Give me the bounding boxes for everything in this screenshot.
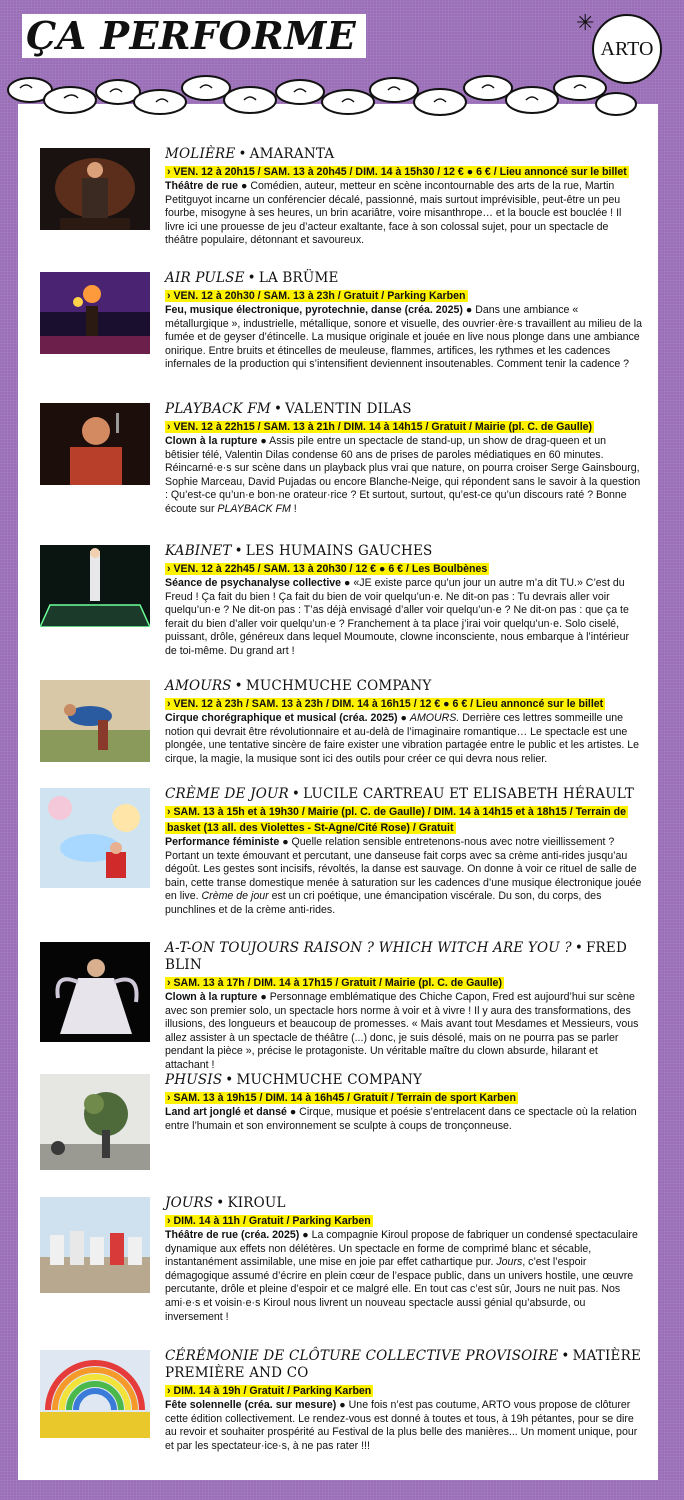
event-description: Théâtre de rue (créa. 2025) ● La compagnie Kiroul propose de fabriquer un condensé spectaculaire dynamique aux effets non délétères. Un spectacle en forme de comprimé blanc et sécable, instantanément assimilable, une mise en joie par effet cathartique pur. Jours, c’est l’espoir démagogique assumé d’écrire en plein cœur de l’espace public, dans un univers hostile, une œuvre percutante, drôle et pleine d’espoir et ce malgré elle. En tout cas c’est sûr, Jours ne nuit pas. Nos ami·e·s et voisin·e·s Kiroul nous livrent un nouveau spectacle aussi génial qu’absurde, ou inversement !	[165, 1229, 638, 1323]
event-title: A-T-ON TOUJOURS RAISON ? WHICH WITCH ARE YOU ? • FRED BLIN	[165, 940, 627, 973]
event-title: CÉRÉMONIE DE CLÔTURE COLLECTIVE PROVISOIRE • MATIÈRE PREMIÈRE AND CO	[165, 1348, 642, 1381]
event-dates: › VEN. 12 à 20h30 / SAM. 13 à 23h / Gratuit / Parking Karben	[167, 290, 466, 302]
event-description: Clown à la rupture ● Assis pile entre un spectacle de stand-up, un show de drag-queen et un bêtisier télé, Valentin Dilas condense 60 ans de prises de paroles médiatiques en 60 minutes. Réincarné·e·s sur scène dans un playback plus vrai que nature, on pourra croiser Serge Gainsbourg, Sophie Marceau, David Pujadas ou encore Blanche-Neige, qui répondent sans le savoir à la question : Qu’est-ce qu’un·e bon·ne orateur·rice ? Et surtout, surtout, qu’est-ce qu’un discours raté ? Bonne écoute sur PLAYBACK FM !	[165, 435, 641, 515]
event-description: Séance de psychanalyse collective ● «JE existe parce qu’un jour un autre m’a dit TU.» C’est du Freud ! Ça fait du bien ! Ça fait du bien de voir quelqu’un·e. Ne dit-on pas : Tu devrais aller voir quelqu’un·e ? Ne dit-on pas : T’as déjà envisagé d’aller voir quelqu’un·e ? Ne dit-on pas : que ça te ferait du bien d’aller voir quelqu’un·e ? Franchement à ta place j’irai voir quelqu’un·e. Solo ciselé, puissant, drôle, généreux dans lequel Moumoute, clowne inconsciente, nous embarque à l’intérieur de toi-même. Du grand art !	[165, 577, 630, 657]
event-dates: › SAM. 13 à 17h / DIM. 14 à 17h15 / Gratuit / Mairie (pl. C. de Gaulle)	[167, 977, 502, 989]
event-photo	[40, 942, 150, 1042]
event-dates: › VEN. 12 à 22h15 / SAM. 13 à 21h / DIM. 14 à 14h15 / Gratuit / Mairie (pl. C. de Gaulle)	[167, 421, 593, 433]
arto-logo	[592, 14, 662, 84]
event-photo	[40, 788, 150, 888]
event-description: Performance féministe ● Quelle relation sensible entretenons-nous avec notre vieillissement ? Portant un texte émouvant et percutant, une danseuse fait corps avec sa crème anti-rides jusqu’au dégoût. Les gestes sont incisifs, révoltés, la danse est sauvage. On donne à voir ce rituel de salle de bain, cette transe domestique menée à saturation sur les cadences d’une musique électronique jouée en live. Crème de jour est un cri poétique, une émancipation viscérale. Du son, du corps, des punchlines et de la crème anti-rides.	[165, 836, 642, 916]
event-description: Clown à la rupture ● Personnage emblématique des Chiche Capon, Fred est aujourd’hui sur scène avec son premier solo, un spectacle hors norme à voir et à vivre ! Il y aura des transformations, des illusions, des longueurs et beaucoup de promesses. « Mais avant tout Mesdames et Messieurs, vous allez assister à un spectacle de théâtre (...) donc, je suis désolé, mais on ne pourra pas se parler pendant la pièce », précise le protagoniste. Un véritable maître du clown absurde, hilarant et attachant !	[165, 991, 639, 1071]
cloud-decoration	[0, 58, 640, 138]
event-title: AIR PULSE • LA BRÜME	[165, 270, 339, 286]
event-title: MOLIÈRE • AMARANTA	[165, 146, 335, 162]
event-description: Feu, musique électronique, pyrotechnie, danse (créa. 2025) ● Dans une ambiance « métallurgique », industrielle, métallique, sonore et visuelle, des ouvrier·ère·s travaillent au milieu de la fumée et de geyser d’étincelle. La musique originale et jouée en live nous plonge dans une ambiance onirique. Entre bruits et étincelles de meuleuse, flammes, artifices, les rythmes et les cadences infernales de la production qui s’intensifient deviennent insoutenables. Comment tenir la cadence ?	[165, 304, 642, 371]
event-title: PLAYBACK FM • VALENTIN DILAS	[165, 401, 412, 417]
event-description: Land art jonglé et dansé ● Cirque, musique et poésie s’entrelacent dans ce spectacle où la relation entre l’humain et son environnement se sculpte à coups de tronçonneuse.	[165, 1106, 637, 1132]
event-title: KABINET • LES HUMAINS GAUCHES	[165, 543, 433, 559]
event-dates: › DIM. 14 à 11h / Gratuit / Parking Karben	[167, 1215, 371, 1227]
event-photo	[40, 403, 150, 485]
event-dates: › VEN. 12 à 20h15 / SAM. 13 à 20h45 / DIM. 14 à 15h30 / 12 € ● 6 € / Lieu annoncé sur le billet	[167, 166, 627, 178]
page-title: ÇA PERFORME	[22, 14, 366, 58]
event-title: PHUSIS • MUCHMUCHE COMPANY	[165, 1072, 423, 1088]
event-title: JOURS • KIROUL	[165, 1195, 286, 1211]
logo-text: ARTO	[600, 37, 654, 60]
event-dates: › VEN. 12 à 23h / SAM. 13 à 23h / DIM. 14 à 16h15 / 12 € ● 6 € / Lieu annoncé sur le billet	[167, 698, 604, 710]
event-photo	[40, 1350, 150, 1438]
event-photo	[40, 1074, 150, 1170]
event-description: Théâtre de rue ● Comédien, auteur, metteur en scène incontournable des arts de la rue, Martin Petitguyot incarne un conférencier décalé, passionné, mais surtout imprévisible, peut-être un peu fourbe, misogyne à ses heures, un brin acariâtre, voire misanthrope… et la boucle est bouclée ! Il livre ici une prouesse de jeu d’acteur exaltante, face à son colossal sujet, pour un spectacle de théâtre populaire, détonnant et savoureux.	[165, 180, 622, 247]
event-description: Fête solennelle (créa. sur mesure) ● Une fois n’est pas coutume, ARTO vous propose de clôturer cette édition collectivement. Le rendez-vous est donné à toutes et tous, à 19h pétantes, pour se dire au revoir et souhaiter prospérité au Festival de la plus belle des manières... Un moment unique, pour et par les spectateur·ice·s, à ne pas rater !!!	[165, 1399, 638, 1452]
event-dates: › VEN. 12 à 22h45 / SAM. 13 à 20h30 / 12 € ● 6 € / Les Boulbènes	[167, 563, 488, 575]
event-dates: › DIM. 14 à 19h / Gratuit / Parking Karben	[167, 1385, 372, 1397]
event-photo	[40, 148, 150, 230]
event-photo	[40, 545, 150, 627]
event-description: Cirque chorégraphique et musical (créa. 2025) ● AMOURS. Derrière ces lettres sommeille une notion qui devrait être révolutionnaire et au-delà de l’imaginaire romantique… Le spectacle est une plongée, une tentative sincère de faire exister une vibration partagée entre le public et les artistes. Le cirque, la magie, la musique sont ici des outils pour créer ce qui devra nous relier.	[165, 712, 640, 765]
event-photo	[40, 1197, 150, 1293]
event-title: CRÈME DE JOUR • LUCILE CARTREAU ET ELISABETH HÉRAULT	[165, 786, 635, 802]
event-dates: › SAM. 13 à 15h et à 19h30 / Mairie (pl. C. de Gaulle) / DIM. 14 à 14h15 et à 18h15 / Terrain de basket (13 all. des Violettes - St-Agne/Cité Rose) / Gratuit	[167, 806, 627, 834]
event-photo	[40, 680, 150, 762]
event-title: AMOURS • MUCHMUCHE COMPANY	[165, 678, 432, 694]
event-photo	[40, 272, 150, 354]
event-dates: › SAM. 13 à 19h15 / DIM. 14 à 16h45 / Gratuit / Terrain de sport Karben	[167, 1092, 516, 1104]
star-icon: ✳	[576, 10, 595, 35]
